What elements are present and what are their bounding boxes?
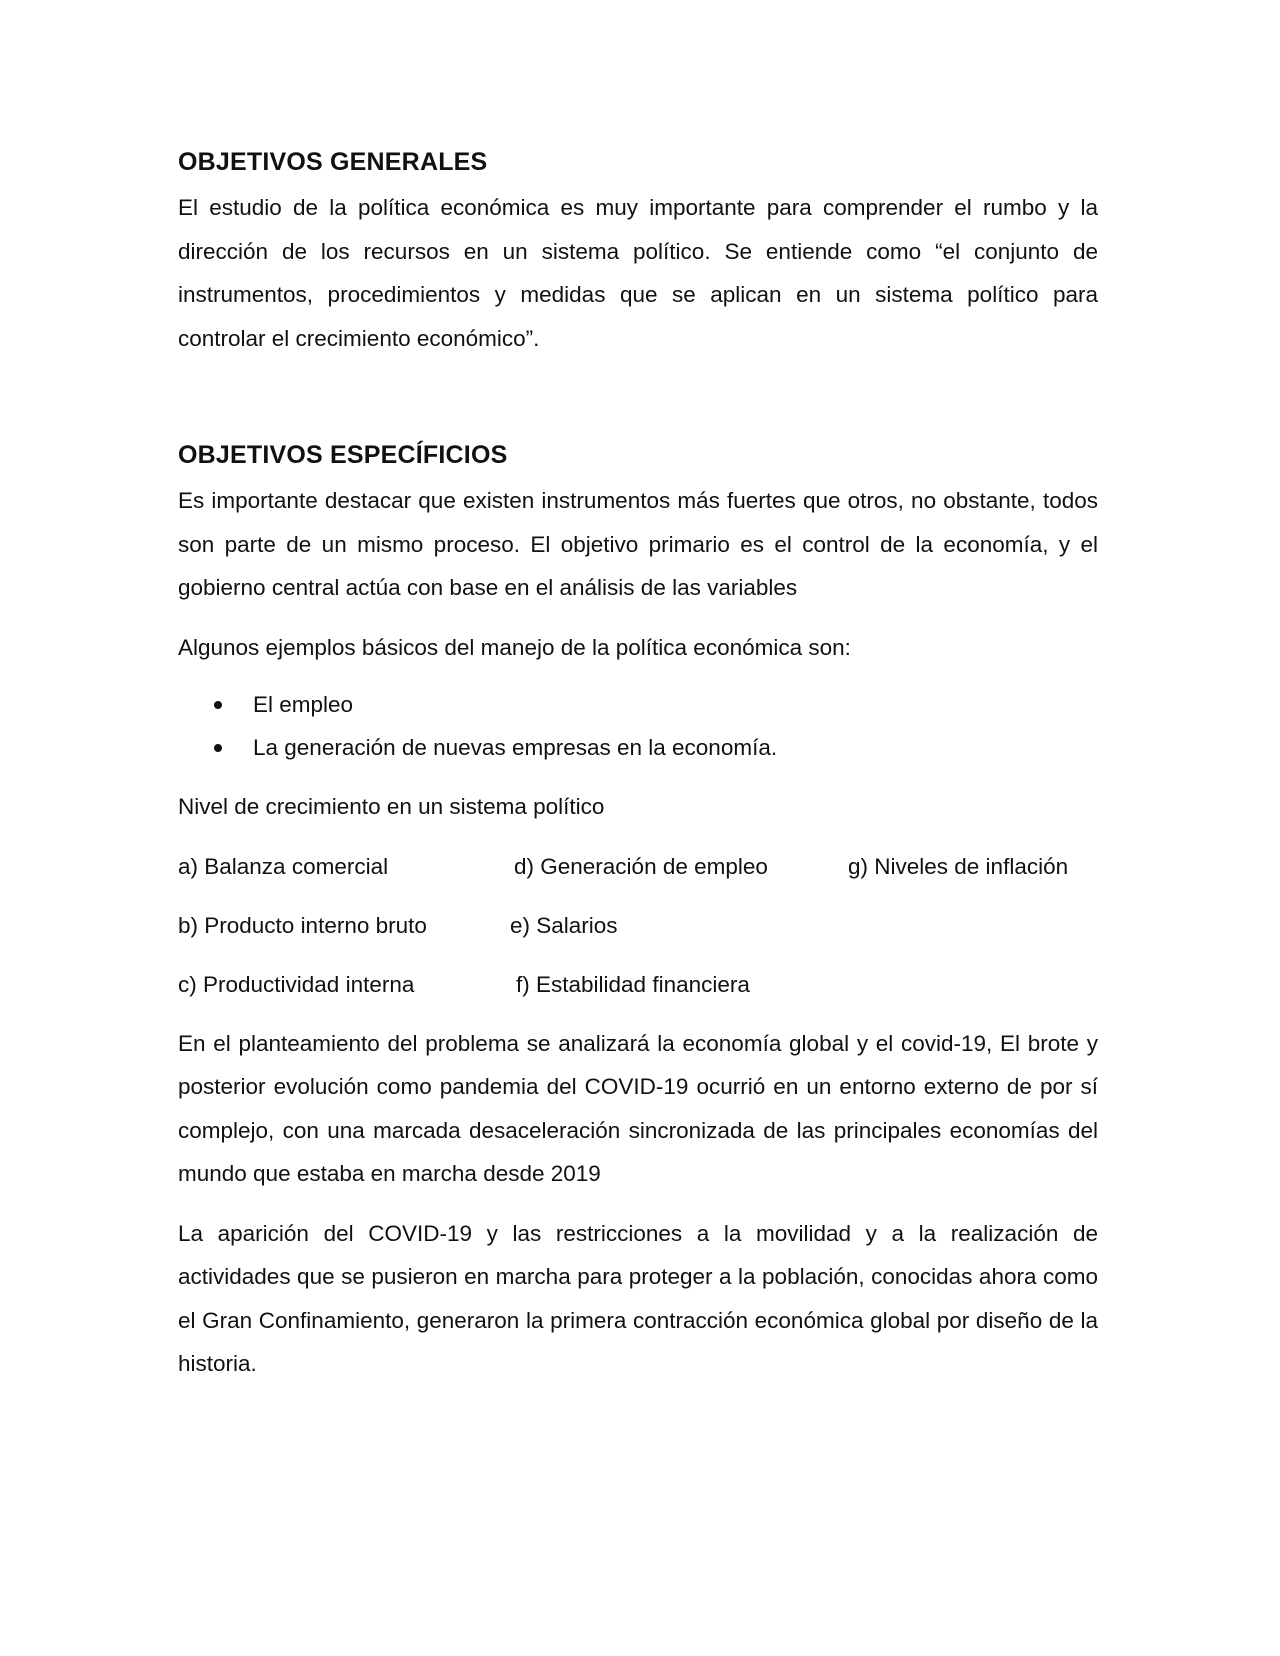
variables-row-3 — [178, 963, 1098, 1006]
examples-list — [178, 683, 1098, 769]
list-item-text: El empleo — [253, 692, 354, 717]
variable-item: f) Estabilidad financiera — [516, 971, 750, 997]
list-item — [178, 683, 1098, 726]
bullet-icon — [214, 701, 222, 709]
examples-intro: Algunos ejemplos básicos del manejo de la política económica son: — [178, 634, 851, 660]
variable-item: c) Productividad interna — [178, 971, 415, 997]
paragraph-covid-context: En el planteamiento del problema se analizará la economía global y el covid-19, El brote y posterior evolución como pandemia del COVID-19 ocurrió en un entorno externo de por sí complejo, con una marcada desaceleración sincronizada de las principales economías del mundo que estaba en marcha desde 2019 — [178, 1030, 1098, 1186]
variable-item: d) Generación de empleo — [514, 853, 768, 879]
variable-item: a) Balanza comercial — [178, 853, 389, 879]
variables-row-2 — [178, 904, 1098, 947]
variable-item: g) Niveles de inflación — [848, 853, 1069, 879]
paragraph-objetivos-especificos: Es importante destacar que existen instrumentos más fuertes que otros, no obstante, todos son parte de un mismo proceso. El objetivo primario es el control de la economía, y el gobierno central actúa con base en el análisis de las variables — [178, 488, 1098, 600]
variables-row-1 — [178, 845, 1098, 888]
document-page — [178, 142, 1098, 1386]
heading-objetivos-especificos: OBJETIVOS ESPECÍFICIOS — [178, 441, 508, 469]
growth-level-label: Nivel de crecimiento en un sistema político — [178, 794, 605, 819]
variable-item: e) Salarios — [510, 912, 618, 938]
list-item — [178, 726, 1098, 769]
bullet-icon — [214, 744, 222, 752]
variable-item: b) Producto interno bruto — [178, 912, 427, 938]
heading-objetivos-generales: OBJETIVOS GENERALES — [178, 148, 488, 176]
paragraph-gran-confinamiento: La aparición del COVID-19 y las restricciones a la movilidad y a la realización de actividades que se pusieron en marcha para proteger a la población, conocidas ahora como el Gran Confinamiento, generaron la primera contracción económica global por diseño de la historia. — [178, 1220, 1098, 1376]
paragraph-objetivos-generales: El estudio de la política económica es muy importante para comprender el rumbo y la dirección de los recursos en un sistema político. Se entiende como “el conjunto de instrumentos, procedimientos y medidas que se aplican en un sistema político para controlar el crecimiento económico”. — [178, 195, 1098, 351]
list-item-text: La generación de nuevas empresas en la economía. — [253, 735, 778, 760]
